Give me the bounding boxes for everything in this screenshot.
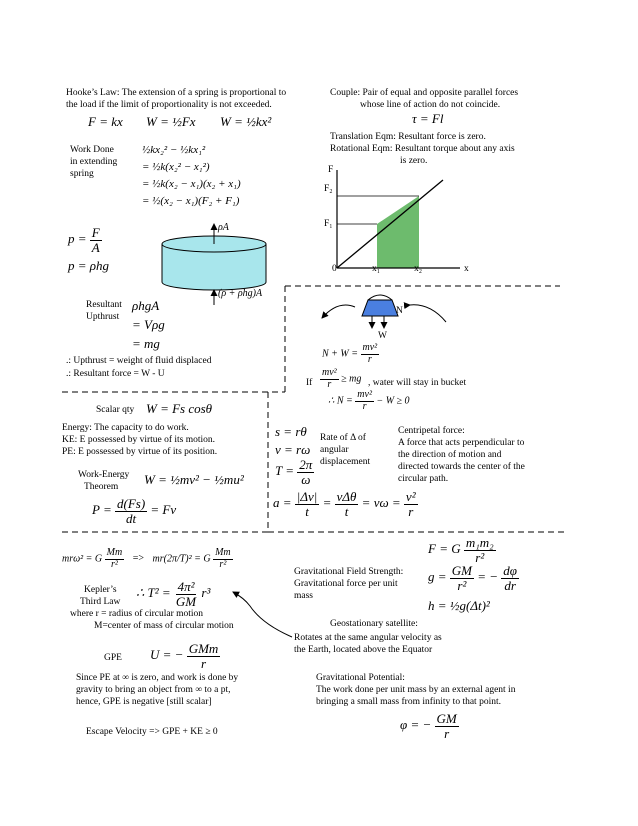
geostationary-line2: Rotates at the same angular velocity as — [294, 633, 442, 643]
geostationary-arrow — [233, 592, 292, 637]
weight-label: W — [378, 331, 387, 341]
gpe-note-3: hence, GPE is negative [still scalar] — [76, 697, 212, 707]
kepler-label-1: Kepler’s — [84, 585, 117, 595]
work-done-label-2: in extending — [70, 157, 118, 167]
field-strength-def-2: mass — [294, 591, 313, 601]
graph-f2-label: F₂ — [324, 184, 333, 194]
ke-def: KE: E possessed by virtue of its motion. — [62, 435, 216, 445]
rate-label-3: displacement — [320, 457, 371, 467]
rotational-eqm-1: Rotational Eqm: Resultant torque about any axis — [330, 144, 515, 154]
field-strength-title: Gravitational Field Strength: — [294, 567, 404, 577]
work-done-label-3: spring — [70, 169, 94, 179]
potential-title: Gravitational Potential: — [316, 673, 405, 683]
geostationary-line3: the Earth, located above the Equator — [294, 645, 433, 655]
graph-y-axis-label: F — [328, 165, 334, 175]
gpe-note-1: Since PE at ∞ is zero, and work is done by — [76, 673, 239, 683]
upthrust-note-1: .: Upthrust = weight of fluid displaced — [66, 356, 212, 366]
kepler-derivation: mrω² = G $\frac{Mm}{\text{r²}}$ => mr(2π/T)² = G $\frac{Mm}{\text{r²}}$ — [62, 547, 231, 570]
work-eq-line3: = ½k(x₂ − x₁)(x₂ + x₁) — [142, 178, 241, 190]
if-label: If — [306, 378, 313, 388]
work-eq: W = Fs cosθ — [146, 401, 213, 416]
bucket-eq2: ∴ N = $\frac{\text{mv²}}{r}$ − W ≥ 0 — [328, 389, 410, 412]
bucket-diagram — [322, 295, 446, 328]
resultant-label-1: Resultant — [86, 300, 122, 310]
work-eq-line4: = ½(x₂ − x₁)(F₂ + F₁) — [142, 195, 240, 207]
torque-eq: τ = Fl — [412, 111, 444, 126]
fluid-cylinder — [162, 236, 266, 290]
centripetal-title: Centripetal force: — [398, 426, 465, 436]
work-eq-line2: = ½k(x₂² − x₁²) — [142, 161, 210, 173]
upthrust-eq2: = Vρg — [132, 317, 165, 332]
kepler-third-law-eq: ∴ T² = $\frac{\text{4π²}}{GM}$ r³ — [136, 579, 211, 609]
upthrust-eq3: = mg — [132, 336, 160, 351]
centripetal-line5: circular path. — [398, 474, 449, 484]
work-energy-eq: W = ½mv² − ½mu² — [144, 472, 244, 487]
hooke-eq-work-fx: W = ½Fx — [146, 114, 196, 129]
period-eq: T = $\frac{2\pi}{\omega}$ — [275, 457, 313, 487]
pressure-eq: p = $\frac{F}{A}$ — [68, 225, 100, 255]
work-energy-label-2: Theorem — [84, 482, 119, 492]
couple-line1: Couple: Pair of equal and opposite parallel forces — [330, 88, 519, 98]
linear-velocity-eq: v = rω — [275, 442, 311, 457]
pressure-depth-eq: p = ρhg — [68, 258, 110, 273]
top-force-label: ρA — [218, 222, 229, 233]
newton-gravity-eq: F = G $\frac{\text{m₁m₂}}{\text{r²}}$ — [428, 535, 494, 565]
rotational-eqm-2: is zero. — [400, 156, 428, 166]
graph-f1-label: F₁ — [324, 219, 333, 229]
potential-def-2: bringing a small mass from infinity to that point. — [316, 697, 501, 707]
field-strength-eq: g = $\frac{GM}{\text{r²}}$ = − $\frac{d\varphi}{dr}$ — [428, 563, 517, 593]
normal-force-label: N — [396, 306, 403, 316]
gpe-label: GPE — [104, 653, 122, 663]
bottom-force-label: (ρ + ρhg)A — [218, 288, 263, 299]
bucket-condition: $\frac{\text{mv²}}{r}$ ≥ mg — [322, 367, 362, 390]
scalar-qty-label: Scalar qty — [96, 405, 135, 415]
translation-eqm: Translation Eqm: Resultant force is zero. — [330, 132, 486, 142]
couple-line2: whose line of action do not coincide. — [360, 100, 501, 110]
bucket-eq1: N + W = $\frac{\text{mv²}}{r}$ — [322, 342, 378, 365]
work-eq-line1: ½kx₂² − ½kx₁² — [142, 144, 206, 156]
rate-label-1: Rate of Δ of — [320, 433, 366, 443]
force-extension-graph — [337, 170, 460, 268]
gpe-eq: U = − $\frac{\text{GMm}}{r}$ — [150, 641, 219, 671]
free-fall-eq: h = ½g(Δt)² — [428, 598, 490, 613]
rate-label-2: angular — [320, 445, 349, 455]
hooke-title-line1: Hooke’s Law: The extension of a spring is proportional to — [66, 88, 287, 98]
kepler-label-2: Third Law — [80, 597, 121, 607]
hooke-eq-work-kx: W = ½kx² — [220, 114, 272, 129]
field-strength-def-1: Gravitational force per unit — [294, 579, 398, 589]
graph-origin-label: 0 — [332, 264, 337, 274]
work-done-label-1: Work Done — [70, 145, 114, 155]
potential-eq: φ = − $\frac{GM}{r}$ — [400, 711, 457, 741]
centripetal-line3: the direction of motion and — [398, 450, 502, 460]
upthrust-eq1: ρhgA — [132, 298, 160, 313]
where-radius: where r = radius of circular motion — [70, 609, 204, 619]
work-energy-label-1: Work-Energy — [78, 470, 130, 480]
graph-x-axis-label: x — [464, 264, 469, 274]
resultant-label-2: Upthrust — [86, 312, 120, 322]
gpe-note-2: gravity to bring an object from ∞ to a pt, — [76, 685, 231, 695]
centripetal-line2: A force that acts perpendicular to — [398, 438, 525, 448]
centripetal-line4: directed towards the center of the — [398, 462, 525, 472]
escape-velocity: Escape Velocity => GPE + KE ≥ 0 — [86, 727, 218, 737]
graph-x2-label: x₂ — [414, 264, 423, 274]
where-center-mass: M=center of mass of circular motion — [94, 621, 234, 631]
geostationary-title: Geostationary satellite: — [330, 619, 418, 629]
power-eq: P = $\frac{d(Fs)}{dt}$ = Fv — [92, 496, 177, 526]
bucket-condition-text: , water will stay in bucket — [368, 378, 467, 388]
hooke-title-line2: the load if the limit of proportionality is not exceeded. — [66, 100, 272, 110]
pe-def: PE: E possessed by virtue of its position. — [62, 447, 218, 457]
arc-length-eq: s = rθ — [275, 424, 307, 439]
potential-def-1: The work done per unit mass by an external agent in — [316, 685, 516, 695]
hooke-eq-force: F = kx — [88, 114, 123, 129]
energy-def: Energy: The capacity to do work. — [62, 423, 189, 433]
upthrust-note-2: .: Resultant force = W - U — [66, 369, 165, 379]
graph-x1-label: x₁ — [372, 264, 381, 274]
centripetal-accel-eq: a = $\frac{|\Delta v|}{t}$ = $\frac{\text{vΔθ}}{t}$ = vω = $\frac{\text{v²}}{r}$ — [273, 489, 416, 519]
